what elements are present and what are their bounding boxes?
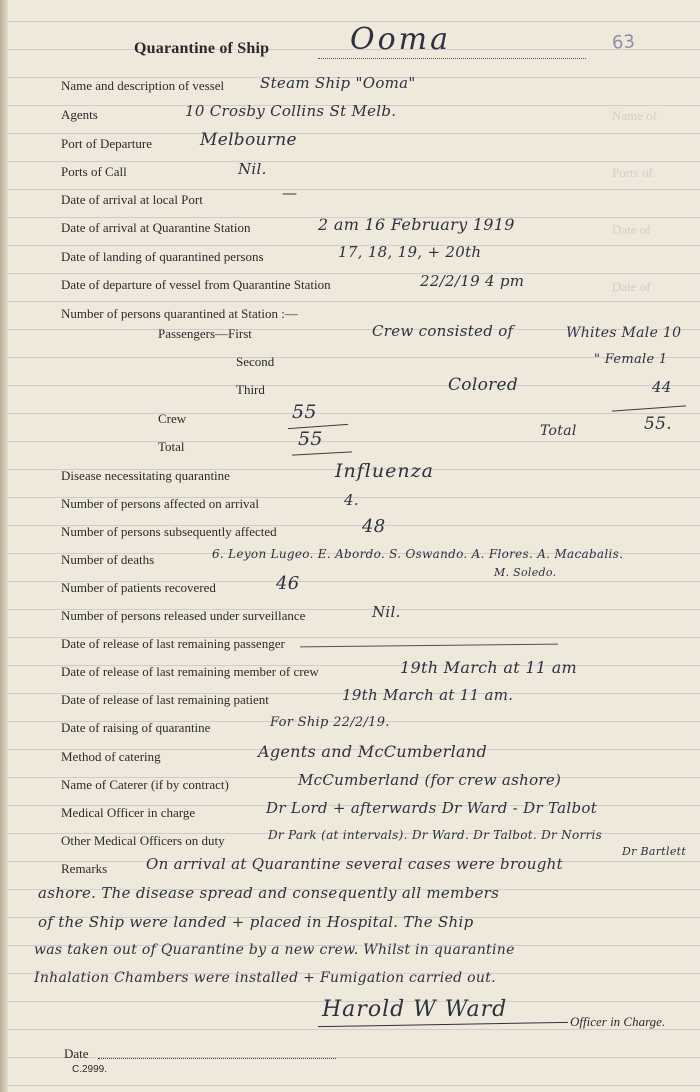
field-label: Remarks [61,861,108,876]
grand-total-label: Total [540,423,577,439]
field-value: McCumberland (for crew ashore) [298,771,562,789]
field-value: 46 [276,573,300,594]
field-label: Name of Caterer (if by contract) [61,777,229,792]
quarantine-record-page: Name of Ports of Date of Date of Quarantine of Ship Ooma 63 Name and description of vessel Steam Ship "Ooma" Agents 10 Crosby Collins St Melb. Port of Departure Melbourne Ports of Call Nil. Date of arrival at local Port — Date of arrival at Quarantine Station 2 am 16 February 1919 Date of landing of quarantined persons 17, 18, 19, + 20th Date of departure of vessel from Quarantine Station 22/2/19 4 pm Number of persons quarantined at Station :— Passengers—First Crew consisted of Whites Male 10 Second " Female 1 Third Colored 44 Crew 55 Total 55 Total 55. Disease necessitating quarantine Influenza Number of persons affected on arrival 4. Number of persons subsequently affected 48 Number of deaths 6. Leyon Lugeo. E. Abordo. S. Oswando. A. Flores. A. Macabalis. M. Soledo. Number of patients recovered 46 Number of persons released under surveillance Nil. Date of release of last remaining passenger Date of release of last remaining member of crew 19th March at 11 am Date of release of last remaining patient 19th March at 11 am. Date of raising of quarantine For Ship 22/2/19. Method of catering Agents and McCumberland Name of Caterer (if by contract) McCumberland (for crew ashore) Medical Officer in charge Dr Lord + afterwards Dr Ward - Dr Talbot Other Medical Officers on duty Dr Park (at intervals). Dr Ward. Dr Talbot. Dr Norris Dr Bartlett Remarks On arrival at Quarantine several cases were brought ashore. The disease spread and consequently all members of the Ship were landed + placed in Hospital. The Ship was taken out of Quarantine by a new crew. Whilst in quarantine Inhalation Chambers were installed + Fumigation carried out. Harold W Ward Officer in Charge. Date C.2999. [0,0,700,1092]
colored-count: 44 [652,378,672,396]
field-value: 19th March at 11 am [400,658,578,677]
field-label: Date of arrival at local Port [61,192,203,207]
field-label: Date of raising of quarantine [61,720,211,735]
field-value: 19th March at 11 am. [342,686,514,704]
field-label: Disease necessitating quarantine [61,468,230,483]
signature-line [318,1022,568,1027]
field-value: 4. [344,491,359,509]
field-label: Date of arrival at Quarantine Station [61,220,251,235]
field-label: Agents [61,107,98,122]
total-sum-rule [292,451,352,455]
field-label: Date of departure of vessel from Quarantine Station [61,277,331,292]
field-value: Steam Ship "Ooma" [260,74,416,92]
remarks-line: was taken out of Quarantine by a new crew. Whilst in quarantine [34,942,515,958]
ship-name-handwritten: Ooma [350,22,451,57]
officer-in-charge-label: Officer in Charge. [570,1014,666,1029]
passenger-release-dash [300,644,558,648]
field-label: Date of release of last remaining member of crew [61,664,319,679]
field-label: Ports of Call [61,164,127,179]
remarks-line: Inhalation Chambers were installed + Fumigation carried out. [34,970,496,986]
field-label: Number of deaths [61,552,155,567]
grand-total-rule [612,405,686,411]
deaths-extra-name: M. Soledo. [494,566,557,579]
field-value: 48 [362,516,386,537]
field-value: For Ship 22/2/19. [270,715,390,730]
field-label: Date of release of last remaining passenger [61,636,285,651]
form-number: C.2999. [72,1064,108,1075]
total-label: Total [158,439,185,454]
field-label: Number of persons affected on arrival [61,496,259,511]
field-label: Number of patients recovered [61,580,216,595]
field-value: — [282,184,298,202]
crew-count: 55 [292,401,317,423]
field-value: Melbourne [200,130,297,150]
field-value: 22/2/19 4 pm [420,272,525,290]
field-label: Medical Officer in charge [61,805,196,820]
field-value: Agents and McCumberland [258,742,487,761]
field-value: 10 Crosby Collins St Melb. [185,102,397,120]
page-title: Quarantine of Ship [134,40,270,57]
field-label: Name and description of vessel [61,78,225,93]
field-value: Nil. [238,160,267,178]
field-label: Number of persons quarantined at Station :— [61,306,298,321]
page-number: 63 [611,31,636,54]
field-value: 6. Leyon Lugeo. E. Abordo. S. Oswando. A. Flores. A. Macabalis. [212,547,624,561]
field-value: Dr Park (at intervals). Dr Ward. Dr Talbot. Dr Norris [268,828,603,842]
total-count: 55 [298,428,323,450]
field-value: On arrival at Quarantine several cases were brought [146,855,563,873]
field-label: Date of landing of quarantined persons [61,249,264,264]
field-label: Port of Departure [61,136,152,151]
field-value: Nil. [372,603,401,621]
crew-label: Crew [158,411,187,426]
field-value: 2 am 16 February 1919 [318,215,515,234]
field-label: Other Medical Officers on duty [61,833,225,848]
date-label: Date [64,1046,89,1061]
second-class-label: Second [236,354,275,369]
whites-male-count: Whites Male 10 [566,325,682,341]
crew-note: Crew consisted of [372,322,514,340]
third-class-label: Third [236,382,265,397]
grand-total-count: 55. [644,414,672,434]
title-underline [318,58,586,59]
field-label: Number of persons subsequently affected [61,524,277,539]
field-value: Influenza [335,460,434,482]
field-value: 17, 18, 19, + 20th [338,243,482,261]
remarks-line: ashore. The disease spread and consequently all members [38,884,500,902]
passengers-first-label: Passengers—First [158,326,252,341]
field-label: Number of persons released under surveillance [61,608,306,623]
field-label: Method of catering [61,749,161,764]
other-officer-extra: Dr Bartlett [622,845,687,858]
remarks-line: of the Ship were landed + placed in Hospital. The Ship [38,913,474,931]
date-line [98,1058,336,1059]
officer-signature: Harold W Ward [322,997,508,1022]
field-label: Date of release of last remaining patient [61,692,269,707]
female-count: " Female 1 [594,352,668,367]
field-value: Dr Lord + afterwards Dr Ward - Dr Talbot [266,799,598,817]
colored-label: Colored [448,375,519,395]
